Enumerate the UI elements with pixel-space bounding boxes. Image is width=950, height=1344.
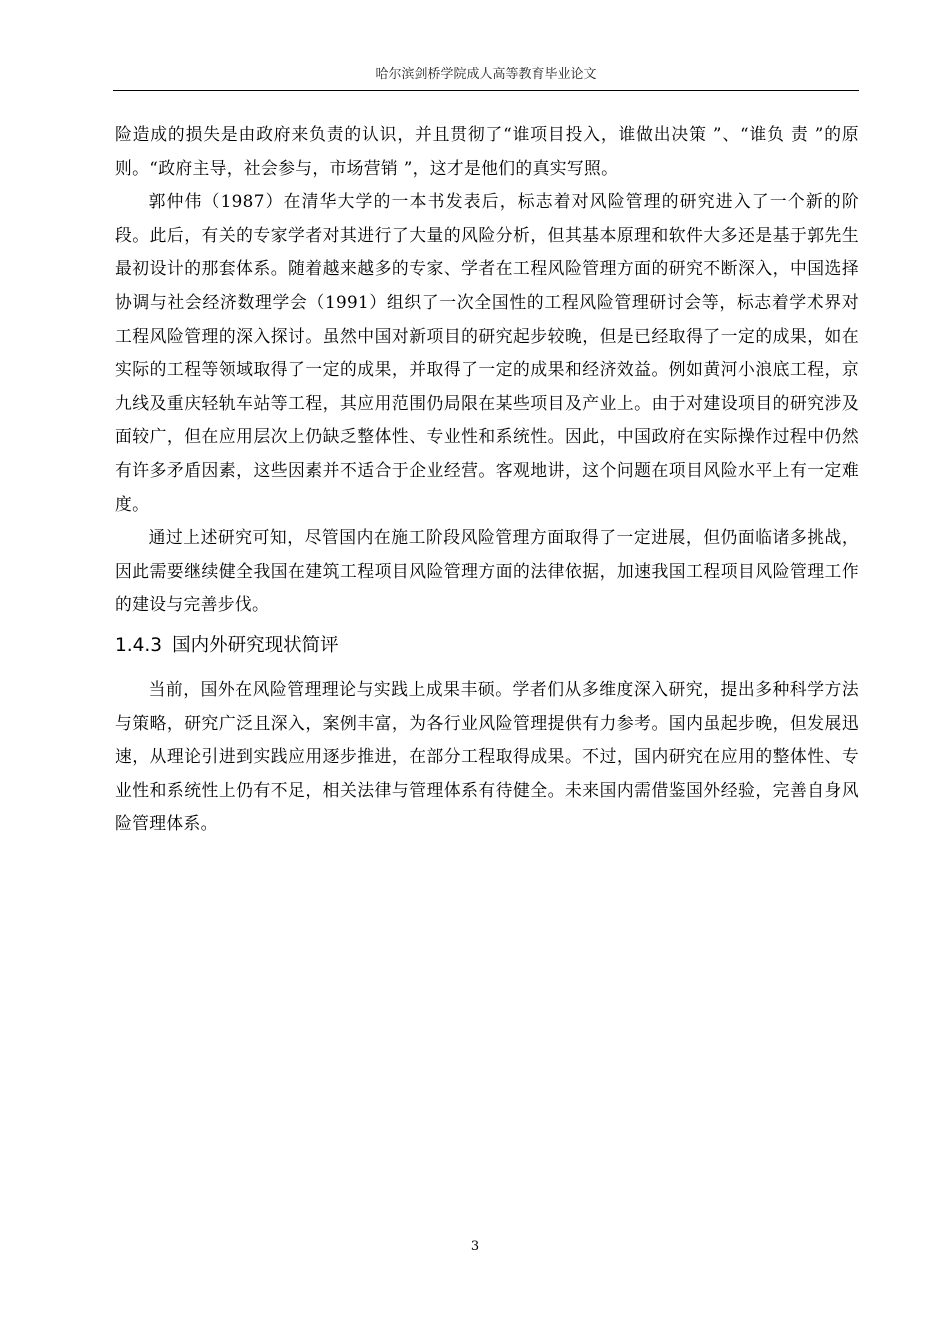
section-heading [115,629,859,663]
section-title: 国内外研究现状简评 [172,634,339,656]
paragraph-review: 当前，国外在风险管理理论与实践上成果丰硕。学者们从多维度深入研究，提出多种科学方法与策略，研究广泛且深入，案例丰富，为各行业风险管理提供有力参考。国内虽起步晚，但发展迅速，从理论引进到实践应用逐步推进，在部分工程取得成果。不过，国内研究在应用的整体性、专业性和系统性上仍有不足，相关法律与管理体系有待健全。未来国内需借鉴国外经验，完善自身风险管理体系。 [115,678,859,834]
section-number: 1.4.3 [115,634,163,656]
page-body [115,118,859,841]
running-header: 哈尔滨剑桥学院成人高等教育毕业论文 [375,67,597,82]
paragraph-guo-zhongwei: 郭仲伟（1987）在清华大学的一本书发表后，标志着对风险管理的研究进入了一个新的阶段。此后，有关的专家学者对其进行了大量的风险分析，但其基本原理和软件大多还是基于郭先生最初设计的那套体系。随着越来越多的专家、学者在工程风险管理方面的研究不断深入，中国选择协调与社会经济数理学会（1991）组织了一次全国性的工程风险管理研讨会等，标志着学术界对工程风险管理的深入探讨。虽然中国对新项目的研究起步较晚，但是已经取得了一定的成果，如在实际的工程等领域取得了一定的成果，并取得了一定的成果和经济效益。例如黄河小浪底工程，京九线及重庆轻轨车站等工程，其应用范围仍局限在某些项目及产业上。由于对建设项目的研究涉及面较广，但在应用层次上仍缺乏整体性、专业性和系统性。因此，中国政府在实际操作过程中仍然有许多矛盾因素，这些因素并不适合于企业经营。客观地讲，这个问题在项目风险水平上有一定难度。 [115,191,859,514]
header-rule [113,90,859,91]
paragraph-continuation: 险造成的损失是由政府来负责的认识，并且贯彻了“谁项目投入，谁做出决策 ”、“谁负 责 ”的原则。“政府主导，社会参与，市场营销 ”，这才是他们的真实写照。 [115,124,859,178]
page-number: 3 [470,1239,480,1254]
paragraph-summary-challenges: 通过上述研究可知，尽管国内在施工阶段风险管理方面取得了一定进展，但仍面临诸多挑战，因此需要继续健全我国在建筑工程项目风险管理方面的法律依据，加速我国工程项目风险管理工作的建设与完善步伐。 [115,527,859,615]
